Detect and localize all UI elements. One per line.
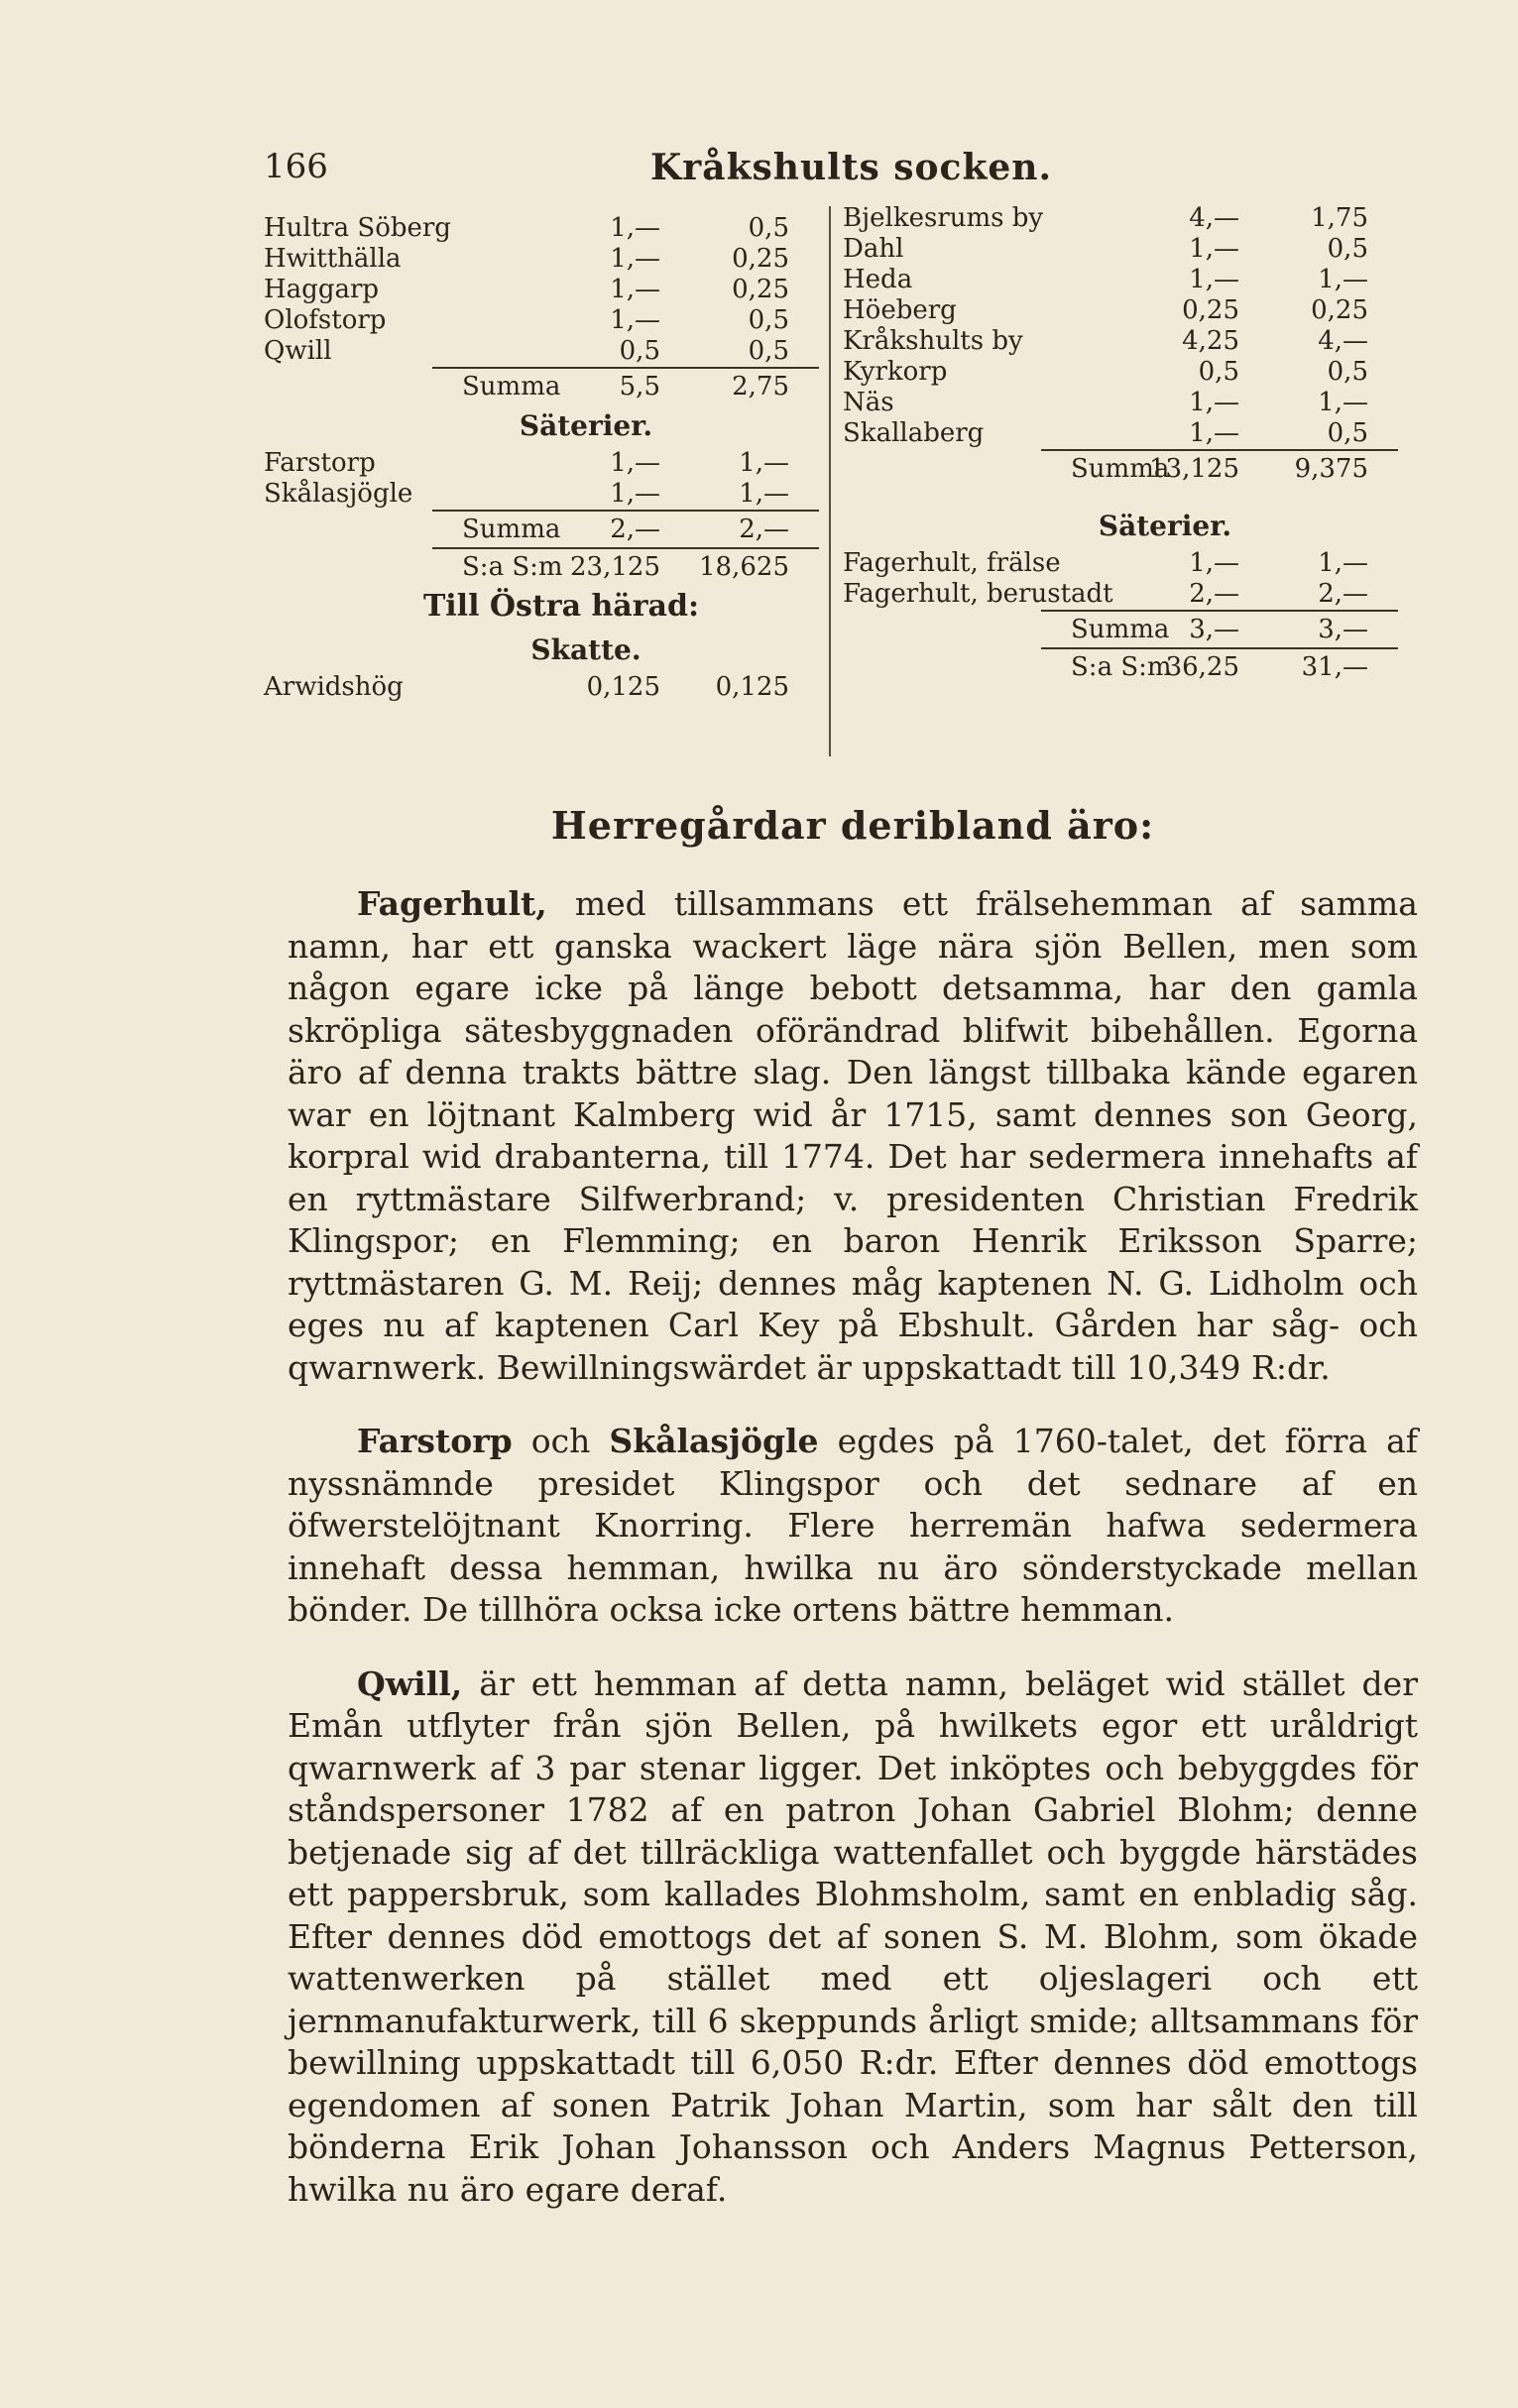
row-name: Fagerhult, frälse [843, 548, 1061, 578]
row-value-1: 0,5 [619, 336, 660, 366]
row-name: Qwill [264, 336, 332, 366]
paragraph-lead-connector: och [530, 1422, 591, 1460]
row-value-1: 0,5 [1198, 357, 1239, 387]
table-row [843, 388, 1398, 418]
table-row [264, 672, 819, 703]
row-name: Skålasjögle [264, 479, 413, 509]
table-row [843, 579, 1398, 610]
row-value-2: 0,25 [732, 275, 789, 304]
section-heading: Säterier. [519, 409, 653, 442]
row-value-1: 1,— [610, 213, 660, 243]
total-label: S:a S:m [1071, 652, 1172, 682]
row-value-2: 0,5 [1327, 357, 1368, 387]
row-value-2: 1,— [1318, 388, 1368, 417]
row-name: Hultra Söberg [264, 213, 451, 243]
row-value-2: 2,— [1318, 579, 1368, 609]
row-name: Kråkshults by [843, 326, 1023, 356]
paragraph-lead: Qwill, [357, 1663, 463, 1703]
table-row [843, 548, 1398, 579]
page-header [264, 147, 1389, 196]
row-value-1: 1,— [610, 448, 660, 478]
row-value-2: 1,— [1318, 548, 1368, 578]
sum-value-2: 2,— [739, 515, 789, 544]
row-name: Farstorp [264, 448, 376, 478]
total-label: S:a S:m [462, 552, 563, 582]
total-row [432, 547, 819, 585]
row-value-2: 0,5 [1327, 234, 1368, 264]
table-row [264, 244, 819, 275]
row-value-2: 0,25 [732, 244, 789, 274]
row-value-1: 0,25 [1182, 295, 1239, 325]
body-text [288, 803, 1418, 2242]
table-row [264, 479, 819, 510]
sum-label: Summa [462, 515, 561, 544]
section-title: Herregårdar deribland äro: [550, 803, 1155, 848]
table-row [264, 336, 819, 367]
table-row [843, 265, 1398, 295]
row-value-2: 1,— [739, 448, 789, 478]
table-row [264, 213, 819, 244]
table-row [843, 357, 1398, 388]
total-row [1041, 647, 1398, 685]
sum-value-1: 5,5 [619, 372, 660, 401]
table-row [843, 234, 1398, 265]
row-value-1: 4,25 [1182, 326, 1239, 356]
row-name: Olofstorp [264, 305, 387, 335]
row-value-1: 4,— [1189, 203, 1239, 233]
row-value-1: 1,— [610, 305, 660, 335]
row-value-1: 1,— [610, 244, 660, 274]
row-value-1: 1,— [610, 479, 660, 509]
paragraph-text: egdes på 1760-talet, det förra af nyssnämnde presidet Klingspor och det sednare af en öfwerstelöjtnant Knorring. Flere herremän hafwa sedermera innehaft dessa hemman, hwilka nu äro sönderstyckade mellan bönder. De tillhöra ocksa icke ortens bättre hemman. [288, 1422, 1418, 1629]
row-value-2: 1,— [739, 479, 789, 509]
row-name: Haggarp [264, 275, 380, 304]
row-value-1: 1,— [1189, 265, 1239, 294]
sum-row [432, 510, 819, 547]
table-row [843, 326, 1398, 357]
row-name: Dahl [843, 234, 904, 264]
column-divider [829, 206, 831, 756]
row-name: Skallaberg [843, 418, 985, 448]
table-row [264, 305, 819, 336]
sum-value-1: 3,— [1189, 615, 1239, 644]
paragraph-lead-2: Skålasjögle [609, 1422, 819, 1460]
table-row [843, 295, 1398, 326]
row-name: Näs [843, 388, 894, 417]
row-value-2: 0,5 [748, 305, 789, 335]
sum-row [432, 367, 819, 404]
row-value-2: 1,— [1318, 265, 1368, 294]
sum-value-2: 3,— [1318, 615, 1368, 644]
sum-value-1: 13,125 [1149, 454, 1239, 484]
row-value-1: 1,— [1189, 418, 1239, 448]
paragraph-lead: Farstorp [357, 1422, 513, 1460]
right-table [843, 203, 1398, 685]
row-value-2: 4,— [1318, 326, 1368, 356]
row-value-1: 1,— [610, 275, 660, 304]
table-row [264, 275, 819, 305]
row-value-1: 1,— [1189, 388, 1239, 417]
row-value-1: 1,— [1189, 548, 1239, 578]
row-value-2: 0,5 [1327, 418, 1368, 448]
running-head: Kråkshults socken. [650, 147, 1052, 188]
row-name: Kyrkorp [843, 357, 948, 387]
left-table [264, 213, 819, 703]
sum-row [1041, 449, 1398, 487]
row-value-2: 0,125 [715, 672, 789, 702]
row-name: Fagerhult, berustadt [843, 579, 1113, 609]
paragraph-fagerhult [288, 883, 1418, 1389]
paragraph-lead: Fagerhult, [357, 884, 547, 923]
sum-row [1041, 610, 1398, 647]
row-value-2: 0,5 [748, 213, 789, 243]
sum-label: Summa [462, 372, 561, 401]
paragraph-qwill [288, 1663, 1418, 2212]
paragraph-farstorp [288, 1421, 1418, 1632]
sum-value-1: 2,— [610, 515, 660, 544]
row-value-2: 0,5 [748, 336, 789, 366]
row-name: Höeberg [843, 295, 957, 325]
row-value-2: 1,75 [1311, 203, 1368, 233]
table-row [843, 418, 1398, 449]
row-name: Arwidshög [264, 672, 404, 702]
table-row [264, 448, 819, 479]
sum-label: Summa [1071, 454, 1170, 484]
skatte-heading: Skatte. [530, 633, 642, 666]
total-value-2: 18,625 [699, 552, 789, 582]
paragraph-text: med tillsammans ett frälsehemman af samma namn, har ett ganska wackert läge nära sjön Bellen, men som någon egare icke på länge bebott detsamma, har den gamla skröpliga sätesbyggnaden oförändrad blifwit bibehållen. Egorna äro af denna trakts bättre slag. Den längst tillbaka kände egaren war en löjtnant Kalmberg wid år 1715, samt dennes son Georg, korpral wid drabanterna, till 1774. Det har sedermera innehafts af en ryttmästare Silfwerbrand; v. presidenten Christian Fredrik Klingspor; en Flemming; en baron Henrik Eriksson Sparre; ryttmästaren G. M. Reij; dennes måg kaptenen N. G. Lidholm och eges nu af kaptenen Carl Key på Ebshult. Gården har såg- och qwarnwerk. Bewillningswärdet är uppskattadt till 10,349 R:dr. [288, 884, 1418, 1387]
row-value-1: 2,— [1189, 579, 1239, 609]
row-name: Bjelkesrums by [843, 203, 1044, 233]
page-number: 166 [264, 147, 328, 186]
total-value-1: 23,125 [570, 552, 660, 582]
row-name: Heda [843, 265, 913, 294]
sum-label: Summa [1071, 615, 1170, 644]
row-value-1: 0,125 [586, 672, 660, 702]
row-name: Hwitthälla [264, 244, 402, 274]
section-heading: Säterier. [1098, 510, 1232, 542]
sum-value-2: 9,375 [1294, 454, 1368, 484]
total-value-1: 36,25 [1165, 652, 1239, 682]
row-value-2: 0,25 [1311, 295, 1368, 325]
paragraph-text: är ett hemman af detta namn, beläget wid stället der Emån utflyter från sjön Bellen, på hwilkets egor ett uråldrigt qwarnwerk af 3 par stenar ligger. Det inköptes och bebyggdes för ståndspersoner 1782 af en patron Johan Gabriel Blohm; denne betjenade sig af det tillräckliga wattenfallet och byggde härstädes ett pappersbruk, som kallades Blohmsholm, samt en enbladig såg. Efter dennes död emottogs det af sonen S. M. Blohm, som ökade wattenwerken på stället med ett oljeslageri och ett jernmanufakturwerk, till 6 skeppunds årligt smide; alltsammans för bewillning uppskattadt till 6,050 R:dr. Efter dennes död emottogs egendomen af sonen Patrik Johan Martin, som har sålt den till bönderna Erik Johan Johansson och Anders Magnus Petterson, hwilka nu äro egare deraf. [288, 1663, 1418, 2209]
harad-heading: Till Östra härad: [422, 589, 700, 624]
row-value-1: 1,— [1189, 234, 1239, 264]
table-row [843, 203, 1398, 234]
total-value-2: 31,— [1301, 652, 1368, 682]
sum-value-2: 2,75 [732, 372, 789, 401]
